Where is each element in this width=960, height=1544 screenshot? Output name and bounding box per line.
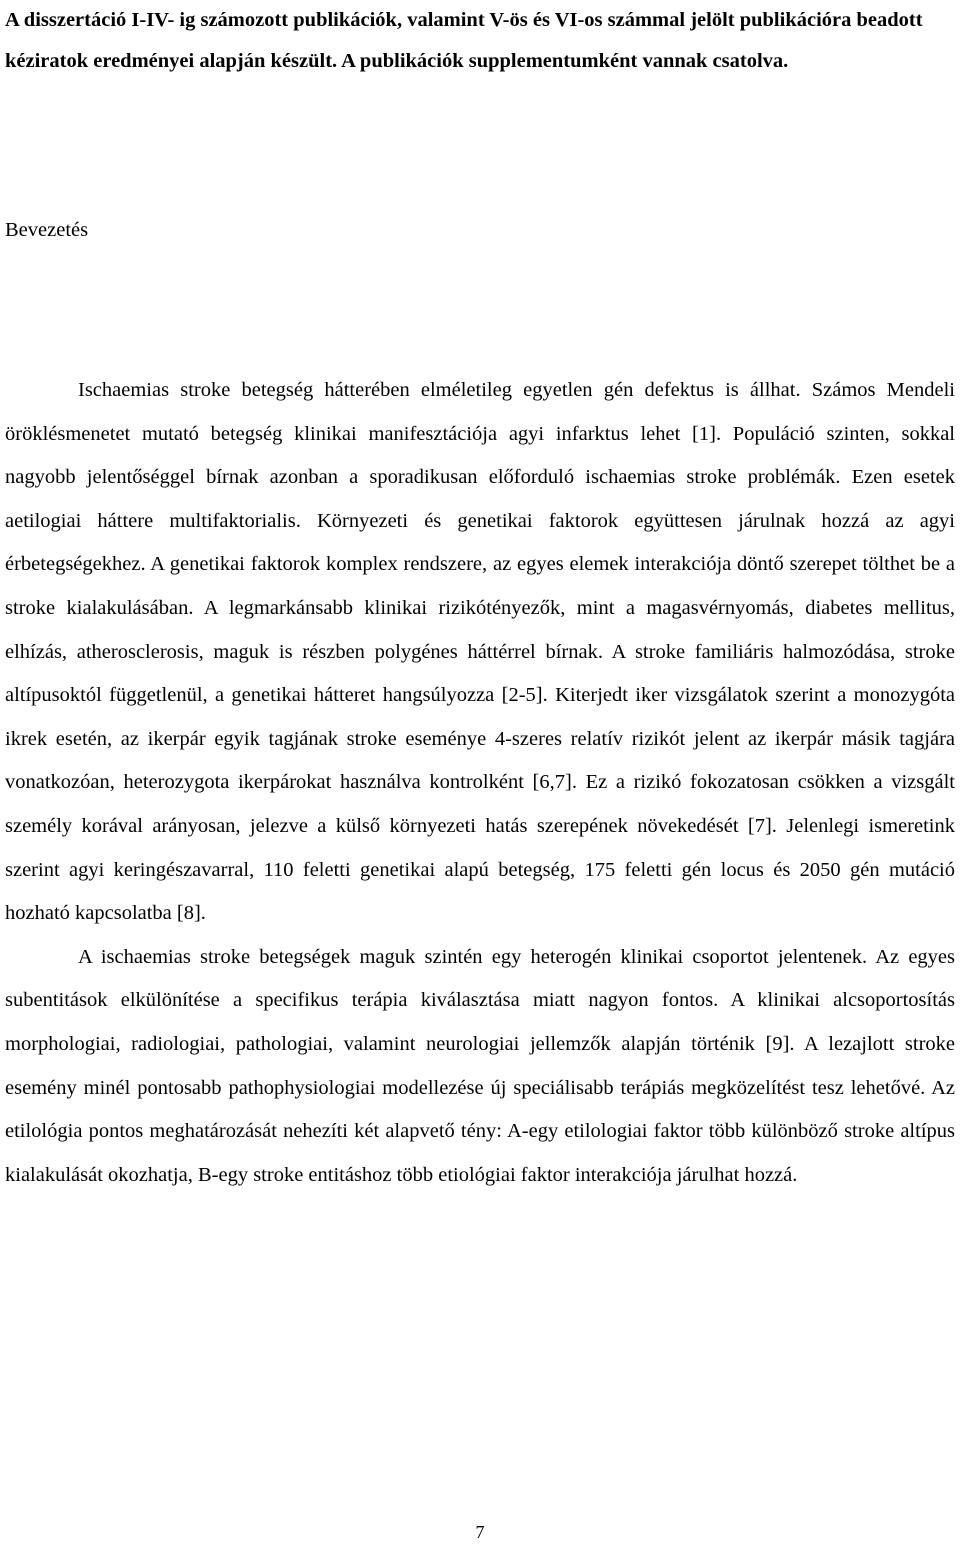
section-heading: Bevezetés [5,219,89,241]
body-paragraph: A ischaemias stroke betegségek maguk szintén egy heterogén klinikai csoportot jelentenek. Az egyes subentitások elkülönítése a specifikus terápia kiválasztása miatt nagyon fontos. A klinikai alcsoportosítás morphologiai, radiologiai, pathologiai, valamint neurologiai jellemzők alapján történik [9]. A lezajlott stroke esemény minél pontosabb pathophysiologiai modellezése új speciálisabb terápiás megközelítést tesz lehetővé. Az etilológia pontos meghatározását nehezíti két alapvető tény: A-egy etilologiai faktor több különböző stroke altípus kialakulását okozhatja, B-egy stroke entitáshoz több etiológiai faktor interakciója járulhat hozzá. [5,945,955,1186]
body-paragraph: Ischaemias stroke betegség hátterében elméletileg egyetlen gén defektus is állhat. Számos Mendeli öröklésmenetet mutató betegség klinikai manifesztációja agyi infarktus lehet [1]. Populáció szinten, sokkal nagyobb jelentőséggel bírnak azonban a sporadikusan előforduló ischaemias stroke problémák. Ezen esetek aetilogiai háttere multifaktorialis. Környezeti és genetikai faktorok együttesen járulnak hozzá az agyi érbetegségekhez. A genetikai faktorok komplex rendszere, az egyes elemek interakciója döntő szerepet tölthet be a stroke kialakulásában. A legmarkánsabb klinikai rizikótényezők, mint a magasvérnyomás, diabetes mellitus, elhízás, atherosclerosis, maguk is részben polygénes háttérrel bírnak. A stroke familiáris halmozódása, stroke altípusoktól függetlenül, a genetikai hátteret hangsúlyozza [2-5]. Kiterjedt iker vizsgálatok szerint a monozygóta ikrek esetén, az ikerpár egyik tagjának stroke eseménye 4-szeres relatív rizikót jelent az ikerpár másik tagjára vonatkozóan, heterozygota ikerpárokat használva kontrolként [6,7]. Ez a rizikó fokozatosan csökken a vizsgált személy korával arányosan, jelezve a külső környezeti hatás szerepének növekedését [7]. Jelenlegi ismeretink szerint agyi keringészavarral, 110 feletti genetikai alapú betegség, 175 feletti gén locus és 2050 gén mutáció hozható kapcsolatba [8]. [5,379,955,925]
intro-paragraph: A disszertáció I-IV- ig számozott publikációk, valamint V-ös és VI-os számmal jelölt publikációra beadott kéziratok eredményei alapján készült. A publikációk supplementumként vannak csatolva. [5,9,923,72]
page-number: 7 [475,1522,485,1542]
body-text [5,369,955,1197]
